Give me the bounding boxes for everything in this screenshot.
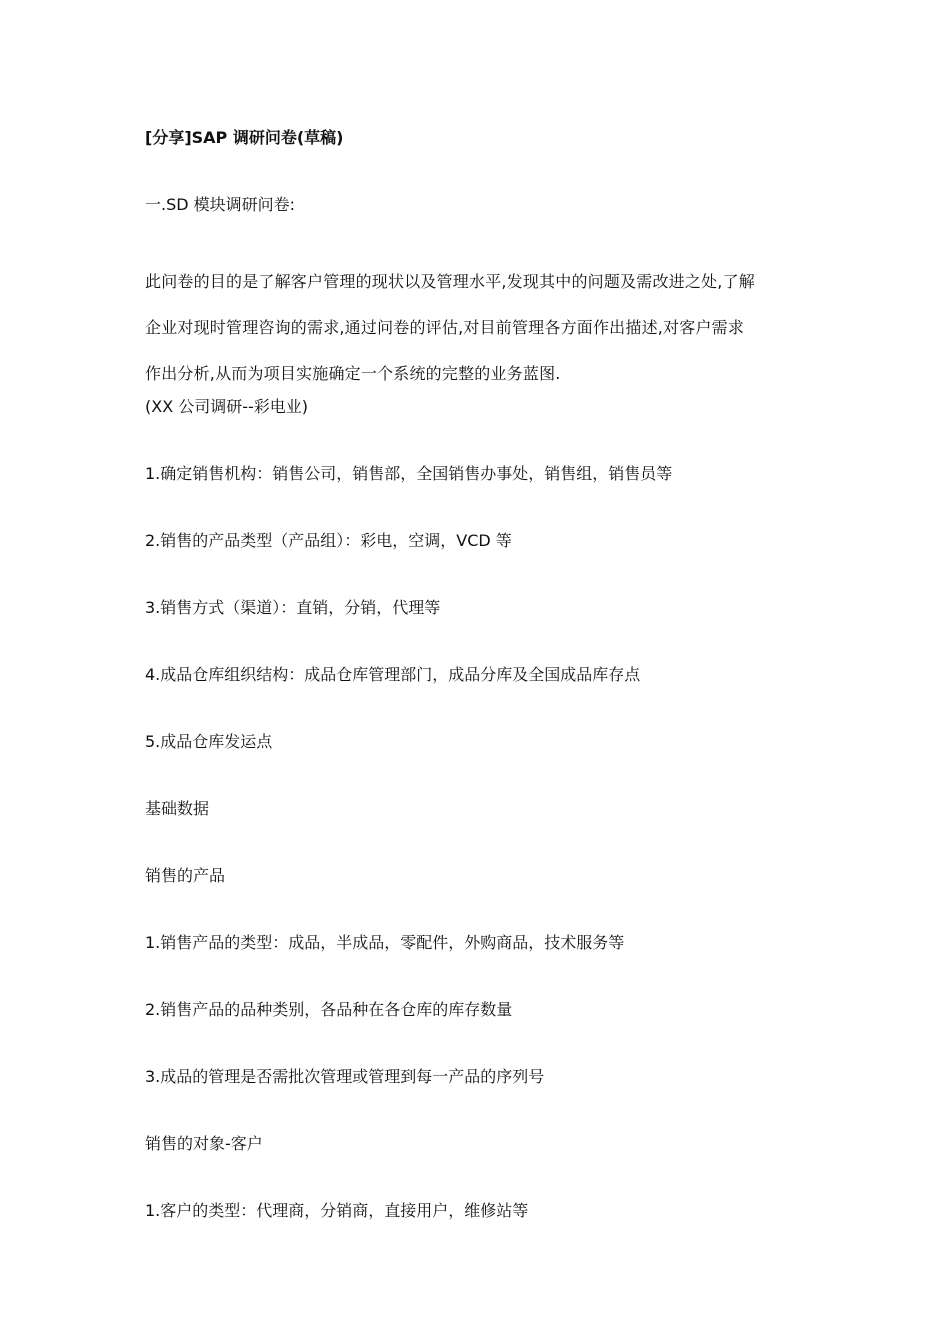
products-heading: 销售的产品 [145, 866, 226, 885]
company-note: (XX 公司调研--彩电业) [145, 397, 309, 416]
customer-item: 1.客户的类型：代理商，分销商，直接用户，维修站等 [145, 1201, 529, 1220]
org-item: 1.确定销售机构：销售公司，销售部，全国销售办事处，销售组，销售员等 [145, 464, 673, 483]
product-item: 2.销售产品的品种类别，各品种在各仓库的库存数量 [145, 1000, 513, 1019]
intro-line: 此问卷的目的是了解客户管理的现状以及管理水平,发现其中的问题及需改进之处,了解 [145, 272, 755, 291]
org-item: 4.成品仓库组织结构：成品仓库管理部门，成品分库及全国成品库存点 [145, 665, 641, 684]
basic-data-heading: 基础数据 [145, 799, 210, 818]
product-item: 3.成品的管理是否需批次管理或管理到每一产品的序列号 [145, 1067, 545, 1086]
org-item: 2.销售的产品类型（产品组）：彩电，空调，VCD 等 [145, 531, 512, 550]
intro-line: 作出分析,从而为项目实施确定一个系统的完整的业务蓝图. [145, 364, 561, 383]
org-item: 5.成品仓库发运点 [145, 732, 273, 751]
product-item: 1.销售产品的类型：成品，半成品，零配件，外购商品，技术服务等 [145, 933, 625, 952]
intro-paragraph [145, 259, 815, 397]
intro-line: 企业对现时管理咨询的需求,通过问卷的评估,对目前管理各方面作出描述,对客户需求 [145, 318, 745, 337]
document-title: [分享]SAP 调研问卷(草稿) [145, 128, 344, 147]
customer-heading: 销售的对象-客户 [145, 1134, 263, 1153]
section-heading: 一.SD 模块调研问卷: [145, 195, 296, 214]
org-item: 3.销售方式（渠道）：直销，分销，代理等 [145, 598, 441, 617]
